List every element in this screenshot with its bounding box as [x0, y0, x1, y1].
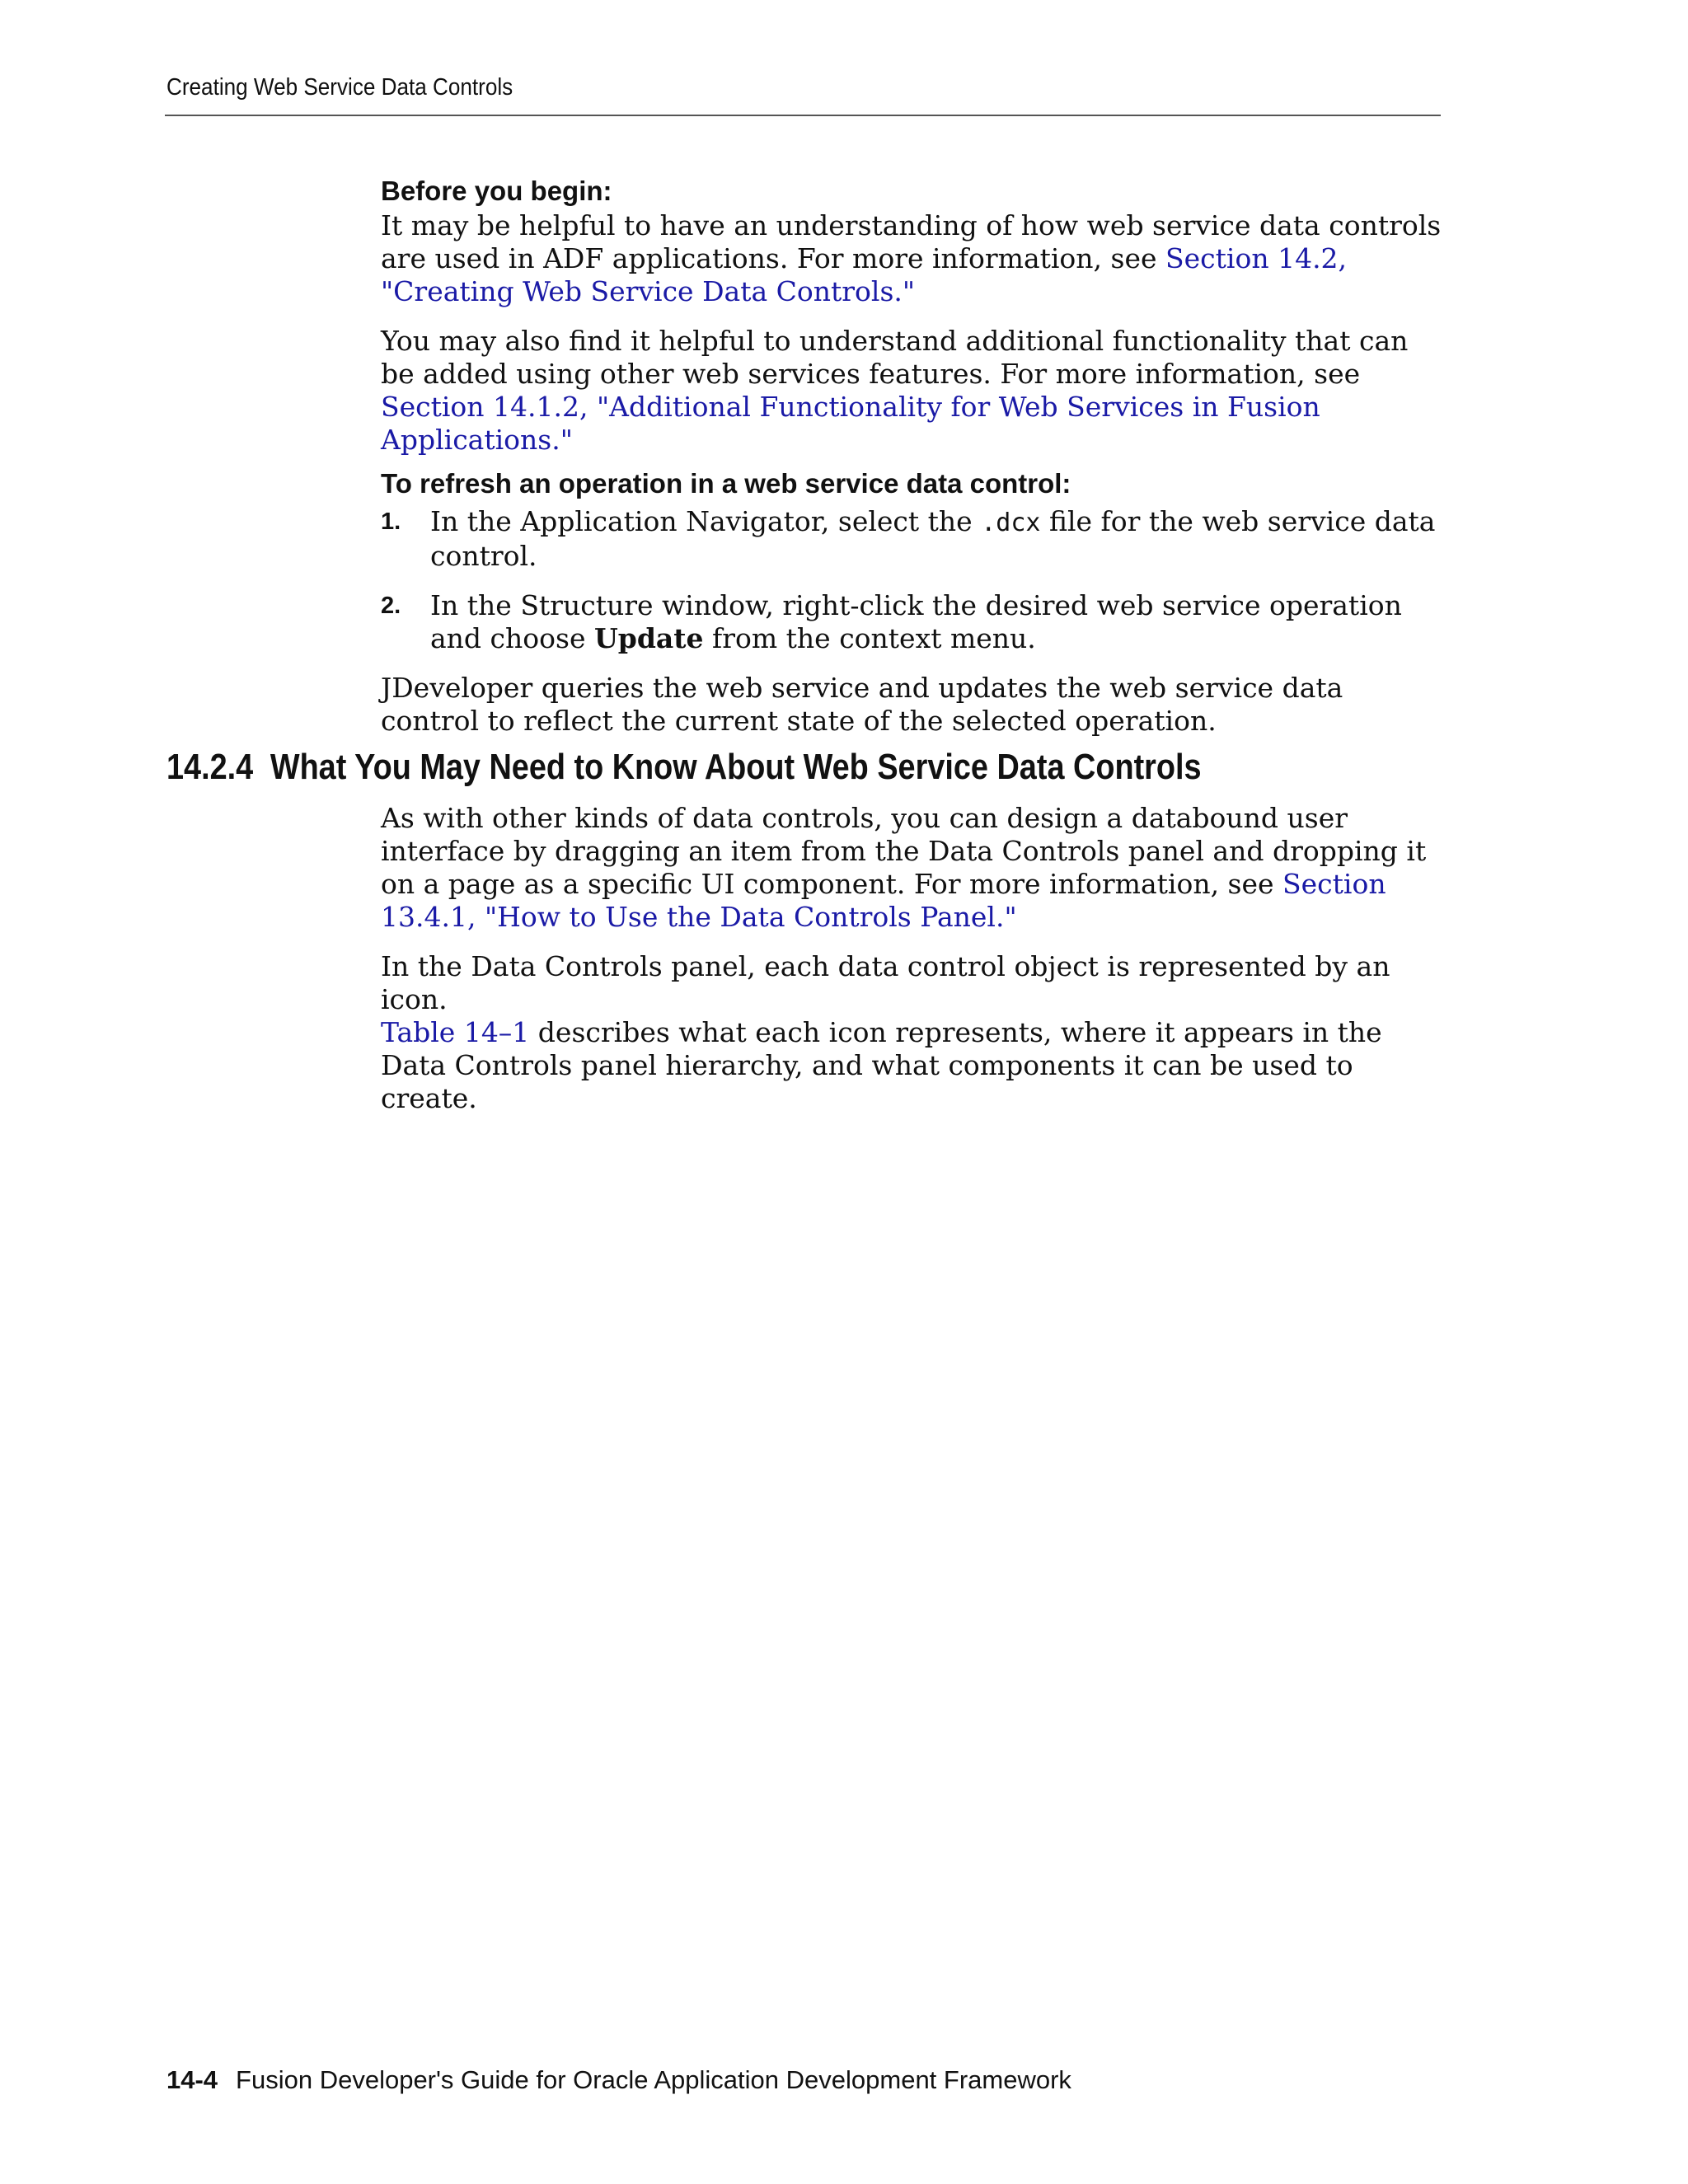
paragraph-text: describes what each icon represents, where it appears in the Data Controls panel hierarchy, and what components it can be used to create. — [381, 1016, 1382, 1114]
section-paragraph-2 — [381, 950, 1444, 1115]
step-text: In the Structure window, right-click the desired web service operation and choose — [430, 589, 1402, 654]
procedure-result: JDeveloper queries the web service and updates the web service data control to reflect the current state of the selected operation. — [381, 672, 1343, 737]
link-table-14-1[interactable]: Table 14–1 — [381, 1016, 530, 1048]
section-paragraph-1 — [381, 802, 1444, 934]
paragraph-text: It may be helpful to have an understanding of how web service data controls are used in ADF applications. For more information, see — [381, 209, 1442, 274]
procedure-heading: To refresh an operation in a web service data control: — [381, 468, 1071, 499]
ui-term-update: Update — [593, 622, 704, 654]
before-you-begin-section — [381, 175, 1444, 457]
step-text: file for the web service data control. — [430, 505, 1436, 572]
page-footer — [166, 2065, 1071, 2095]
before-you-begin-heading: Before you begin: — [381, 176, 612, 206]
section-heading — [166, 746, 1202, 789]
paragraph-text: You may also find it helpful to understand additional functionality that can be added using other web services features. For more information, see — [381, 325, 1409, 390]
procedure-step-2 — [381, 589, 1444, 655]
link-section-13-4-1[interactable]: Section 13.4.1, "How to Use the Data Controls Panel." — [381, 868, 1386, 933]
procedure-section — [381, 467, 1444, 738]
procedure-step-1 — [381, 505, 1444, 573]
step-number: 2. — [381, 593, 401, 619]
before-begin-paragraph-1 — [381, 209, 1444, 308]
section-title: What You May Need to Know About Web Service Data Controls — [270, 747, 1202, 787]
paragraph-text: In the Data Controls panel, each data control object is represented by an icon. — [381, 950, 1390, 1015]
section-number: 14.2.4 — [166, 747, 254, 787]
step-text: In the Application Navigator, select the — [430, 505, 982, 537]
book-title: Fusion Developer's Guide for Oracle Application Development Framework — [236, 2065, 1071, 2094]
step-text: from the context menu. — [703, 622, 1036, 654]
step-number: 1. — [381, 509, 401, 535]
link-section-14-1-2[interactable]: Section 14.1.2, "Additional Functionality for Web Services in Fusion Applications." — [381, 391, 1320, 456]
page-number: 14-4 — [166, 2065, 218, 2094]
section-body — [381, 802, 1444, 1115]
paragraph-text: As with other kinds of data controls, you can design a databound user interface by dragging an item from the Data Controls panel and dropping it on a page as a specific UI component. For more information, see — [381, 802, 1427, 900]
code-filename: .dcx — [981, 509, 1041, 537]
header-rule — [165, 115, 1441, 116]
link-section-14-2[interactable]: Section 14.2, "Creating Web Service Data Controls." — [381, 242, 1348, 307]
running-header: Creating Web Service Data Controls — [166, 74, 513, 101]
before-begin-paragraph-2 — [381, 325, 1444, 457]
